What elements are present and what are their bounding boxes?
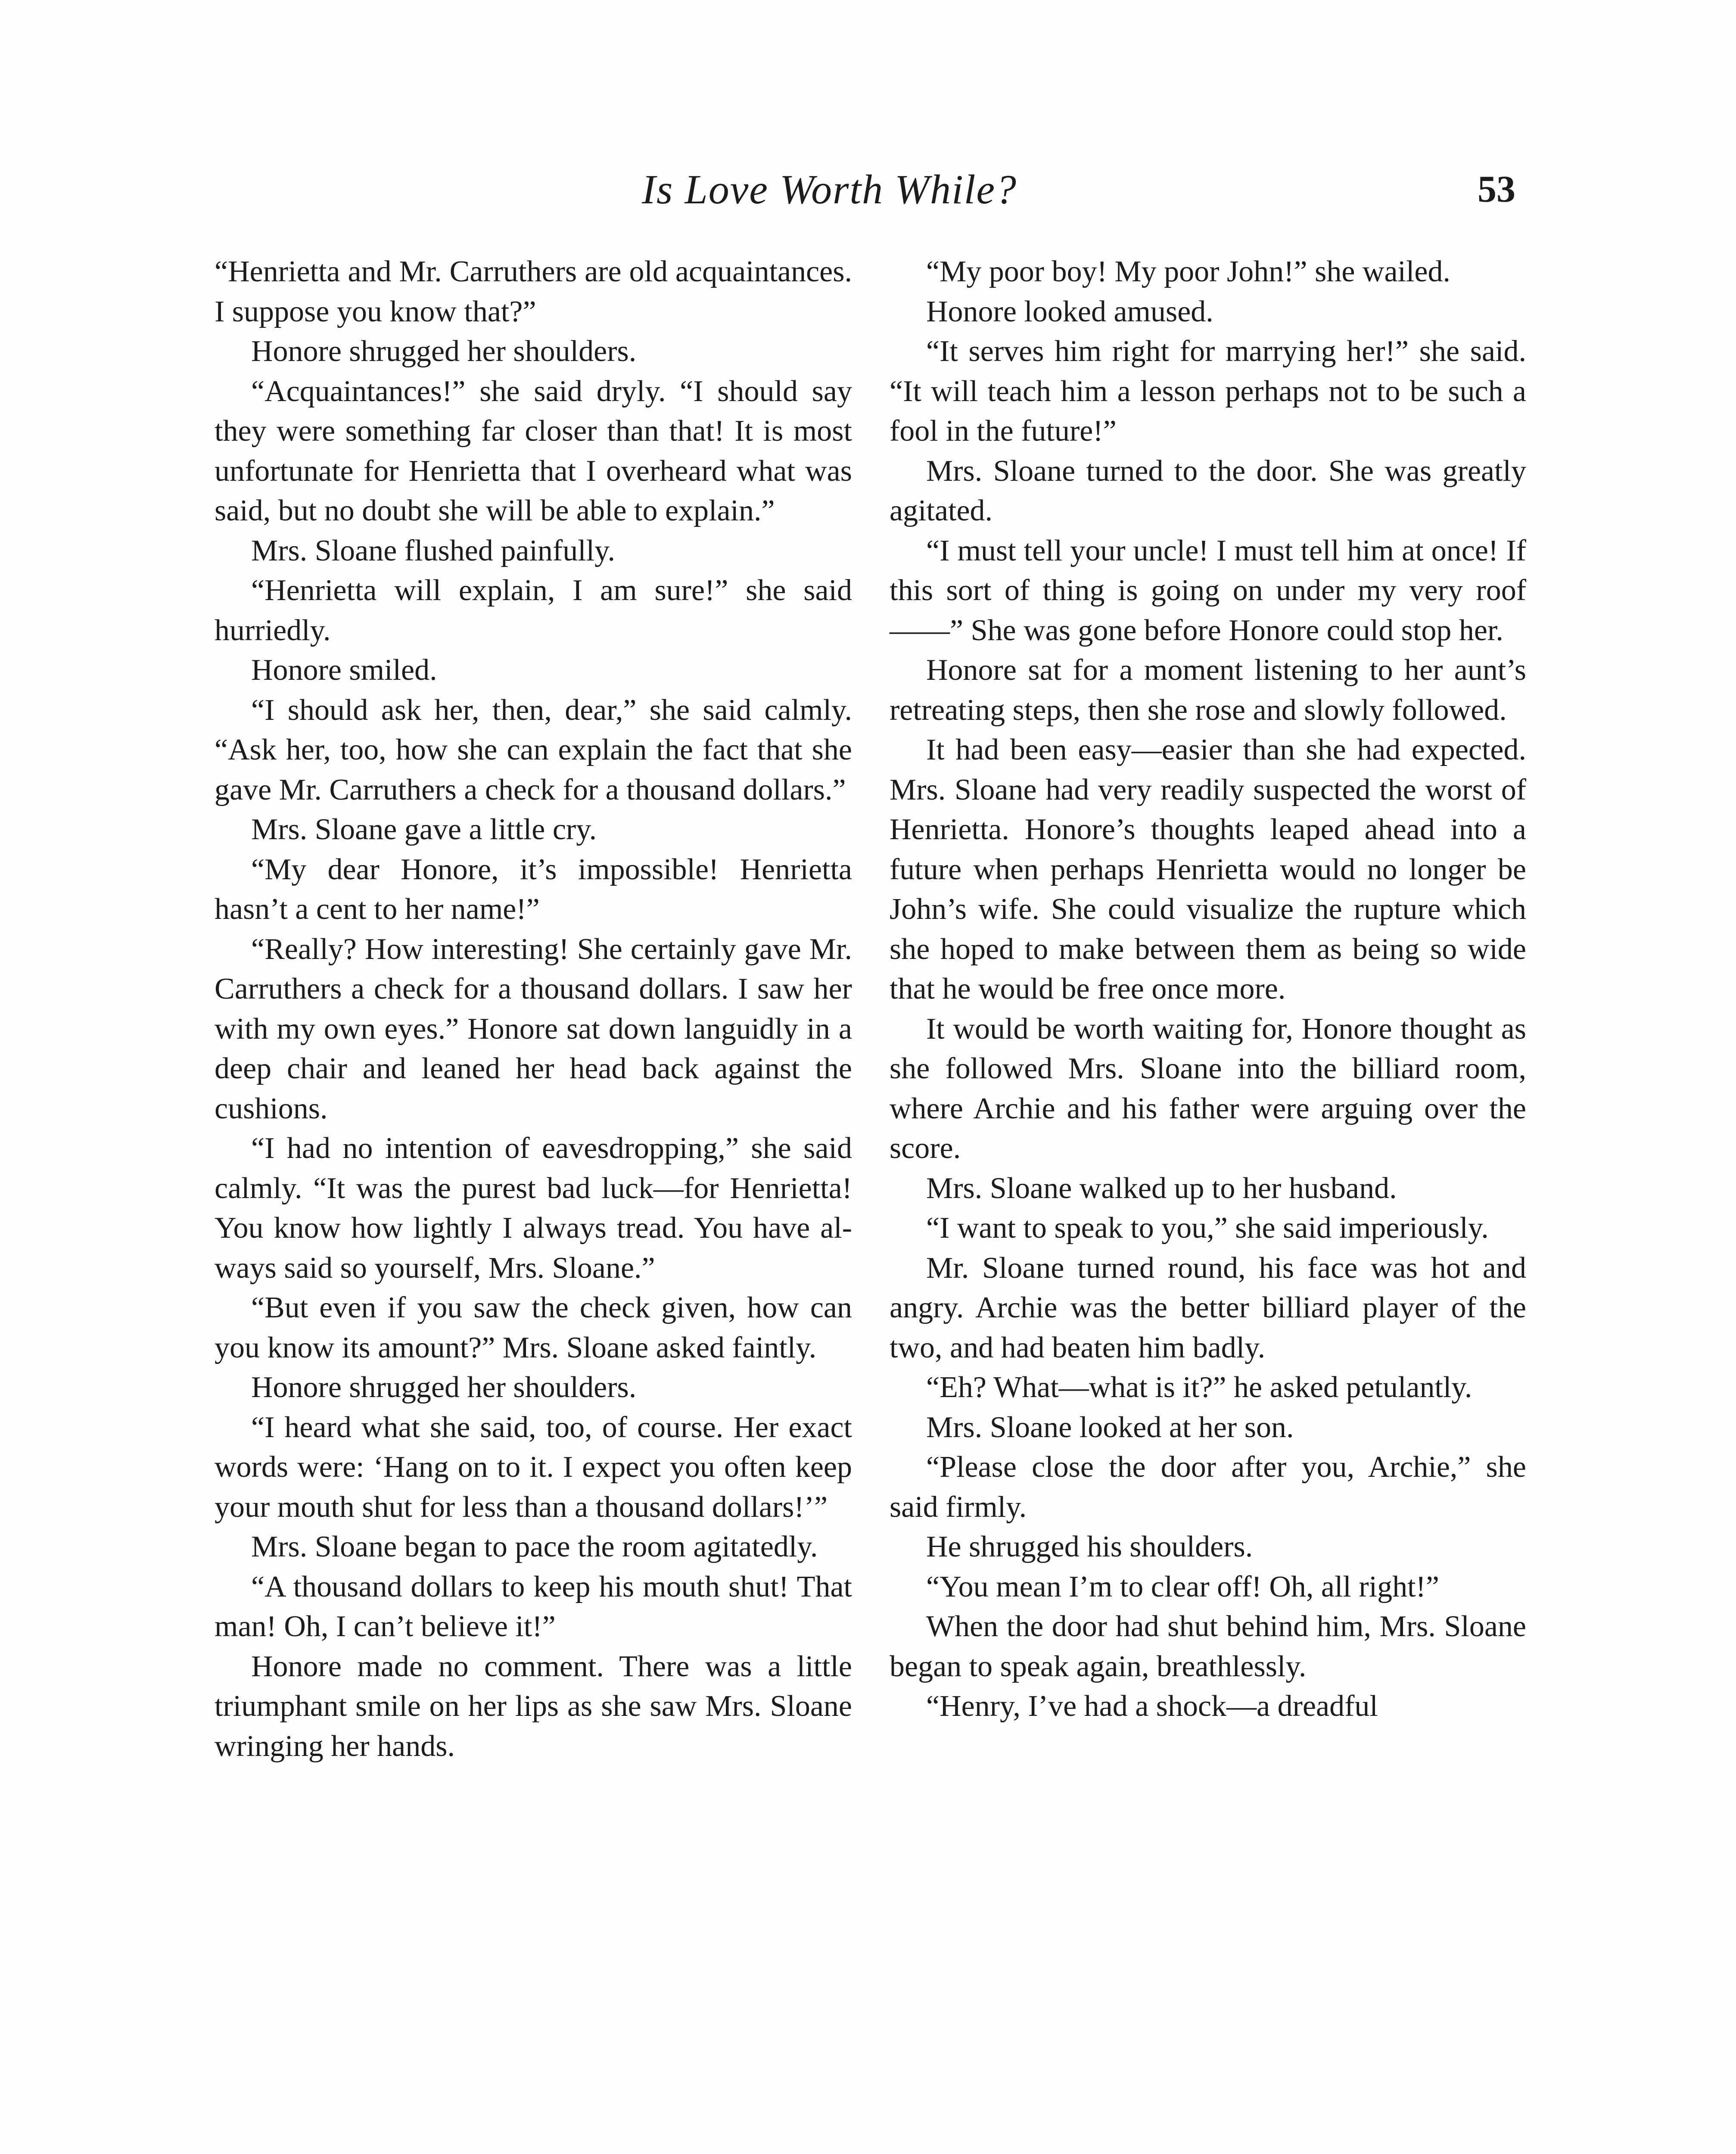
right-column bbox=[890, 252, 1526, 1727]
paragraph: Mrs. Sloane flushed painfully. bbox=[251, 534, 616, 567]
paragraph: “But even if you saw the check given, how can you know its amount?” Mrs. Sloane asked faintly. bbox=[215, 1291, 852, 1364]
paragraph: Mrs. Sloane looked at her son. bbox=[926, 1410, 1294, 1444]
paragraph: “Henrietta will explain, I am sure!” she said hurriedly. bbox=[215, 574, 852, 647]
paragraph: “It serves him right for marrying her!” she said. “It will teach him a lesson perhaps not to be such a fool in the future!” bbox=[890, 335, 1526, 448]
paragraph: “My poor boy! My poor John!” she wailed. bbox=[926, 255, 1451, 288]
paragraph: Mrs. Sloane gave a little cry. bbox=[251, 813, 597, 846]
left-column bbox=[215, 252, 852, 1766]
running-head bbox=[0, 159, 1736, 220]
running-title: Is Love Worth While? bbox=[642, 166, 1017, 212]
paragraph: “I should ask her, then, dear,” she said calmly. “Ask her, too, how she can explain the fact that she gave Mr. Carruthers a check for a thousand dollars.” bbox=[215, 693, 852, 806]
paragraph: “You mean I’m to clear off! Oh, all right!” bbox=[926, 1570, 1439, 1603]
paragraph: It had been easy—easier than she had expected. Mrs. Sloane had very readily suspected the worst of Henrietta. Honore’s thoughts leaped ahead into a future when perhaps Henrietta would no longer be John’s wife. She could visualize the rupture which she hoped to make between them as being so wide that he would be free once more. bbox=[890, 733, 1526, 1005]
page-number: 53 bbox=[1478, 168, 1515, 210]
paragraph: Honore smiled. bbox=[251, 654, 437, 687]
paragraph: Honore looked amused. bbox=[926, 295, 1213, 328]
paragraph: Honore shrugged her shoulders. bbox=[251, 335, 637, 368]
paragraph: Mrs. Sloane began to pace the room agitatedly. bbox=[251, 1530, 818, 1563]
paragraph: Mrs. Sloane turned to the door. She was greatly agitated. bbox=[890, 454, 1526, 527]
paragraph: “Eh? What—what is it?” he asked petulantly. bbox=[926, 1371, 1472, 1404]
paragraph: “Henrietta and Mr. Carruthers are old acquaintances. I suppose you know that?” bbox=[215, 255, 852, 328]
paragraph: “Henry, I’ve had a shock—a dreadful bbox=[926, 1690, 1378, 1723]
paragraph: Mr. Sloane turned round, his face was hot and angry. Archie was the better billiard player of the two, and had beaten him badly. bbox=[890, 1251, 1526, 1364]
paragraph: It would be worth waiting for, Honore thought as she followed Mrs. Sloane into the billiard room, where Archie and his father were arguing over the score. bbox=[890, 1012, 1526, 1165]
paragraph: Honore shrugged her shoulders. bbox=[251, 1371, 637, 1404]
paragraph: “My dear Honore, it’s impossible! Henrietta hasn’t a cent to her name!” bbox=[215, 853, 852, 926]
paragraph: Honore sat for a moment listening to her aunt’s retreating steps, then she rose and slowly followed. bbox=[890, 654, 1526, 727]
paragraph: Honore made no comment. There was a little triumphant smile on her lips as she saw Mrs. Sloane wringing her hands. bbox=[215, 1650, 852, 1763]
paragraph: “I had no intention of eavesdropping,” she said calmly. “It was the purest bad luck—for Henrietta! You know how lightly I always tread. You have always said so yourself, Mrs. Sloane.” bbox=[215, 1132, 852, 1285]
paragraph: “Really? How interesting! She certainly gave Mr. Carruthers a check for a thousand dollars. I saw her with my own eyes.” Honore sat down languidly in a deep chair and leaned her head back against the cushions. bbox=[215, 932, 852, 1125]
paragraph: “Acquaintances!” she said dryly. “I should say they were something far closer than that! It is most unfortunate for Henrietta that I overheard what was said, but no doubt she will be able to explain.” bbox=[215, 374, 852, 527]
paragraph: “I must tell your uncle! I must tell him at once! If this sort of thing is going on under my very roof——” She was gone before Honore could stop her. bbox=[890, 534, 1526, 647]
paragraph: “Please close the door after you, Archie,” she said firmly. bbox=[890, 1451, 1526, 1524]
paragraph: He shrugged his shoulders. bbox=[926, 1530, 1253, 1563]
paragraph: “I heard what she said, too, of course. Her exact words were: ‘Hang on to it. I expect you often keep your mouth shut for less than a thousand dollars!’” bbox=[215, 1410, 852, 1524]
paragraph: “I want to speak to you,” she said imperiously. bbox=[926, 1211, 1489, 1245]
paragraph: “A thousand dollars to keep his mouth shut! That man! Oh, I can’t believe it!” bbox=[215, 1570, 852, 1643]
paragraph: Mrs. Sloane walked up to her husband. bbox=[926, 1171, 1397, 1205]
paragraph: When the door had shut behind him, Mrs. Sloane began to speak again, breathlessly. bbox=[890, 1610, 1526, 1683]
